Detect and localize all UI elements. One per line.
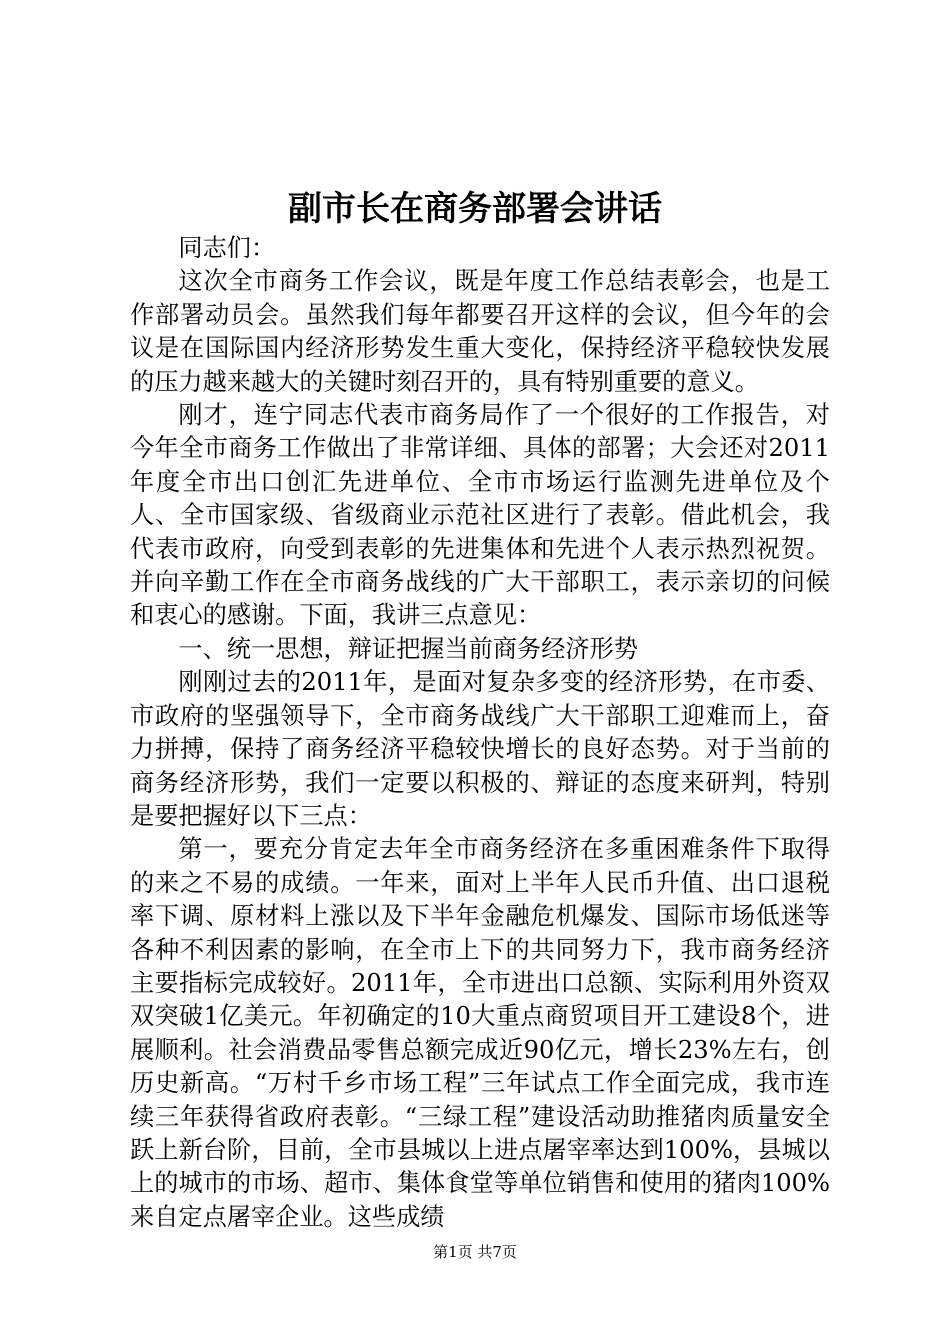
section-heading: 一、统一思想，辩证把握当前商务经济形势 <box>178 634 638 663</box>
page-number-footer: 第1页 共7页 <box>433 1243 517 1261</box>
document-title: 副市长在商务部署会讲话 <box>288 189 662 229</box>
body-paragraph: 刚刚过去的2011年，是面对复杂多变的经济形势，在市委、市政府的坚强领导下，全市商务战线广大干部职工迎难而上，奋力拼搏，保持了商务经济平稳较快增长的良好态势。对于当前的商务经济形势，我们一定要以积极的、辩证的态度来研判，特别是要把握好以下三点： <box>130 668 830 830</box>
body-paragraph: 这次全市商务工作会议，既是年度工作总结表彰会，也是工作部署动员会。虽然我们每年都要召开这样的会议，但今年的会议是在国际国内经济形势发生重大变化，保持经济平稳较快发展的压力越来越大的关键时刻召开的，具有特别重要的意义。 <box>130 267 830 396</box>
body-paragraph: 第一，要充分肯定去年全市商务经济在多重困难条件下取得的来之不易的成绩。一年来，面对上半年人民币升值、出口退税率下调、原材料上涨以及下半年金融危机爆发、国际市场低迷等各种不利因素的影响，在全市上下的共同努力下，我市商务经济主要指标完成较好。2011年，全市进出口总额、实际利用外资双双突破1亿美元。年初确定的10大重点商贸项目开工建设8个，进展顺利。社会消费品零售总额完成近90亿元，增长23%左右，创历史新高。“万村千乡市场工程”三年试点工作全面完成，我市连续三年获得省政府表彰。“三绿工程”建设活动助推猪肉质量安全跃上新台阶，目前，全市县城以上进点屠宰率达到100%，县城以上的城市的市场、超市、集体食堂等单位销售和使用的猪肉100%来自定点屠宰企业。这些成绩 <box>130 835 830 1231</box>
salutation-paragraph: 同志们： <box>178 234 276 262</box>
body-paragraph: 刚才，连宁同志代表市商务局作了一个很好的工作报告，对今年全市商务工作做出了非常详细、具体的部署；大会还对2011年度全市出口创汇先进单位、全市市场运行监测先进单位及个人、全市国家级、省级商业示范社区进行了表彰。借此机会，我代表市政府，向受到表彰的先进集体和先进个人表示热烈祝贺。并向辛勤工作在全市商务战线的广大干部职工，表示亲切的问候和衷心的感谢。下面，我讲三点意见： <box>130 401 830 630</box>
document-body <box>130 232 830 1234</box>
